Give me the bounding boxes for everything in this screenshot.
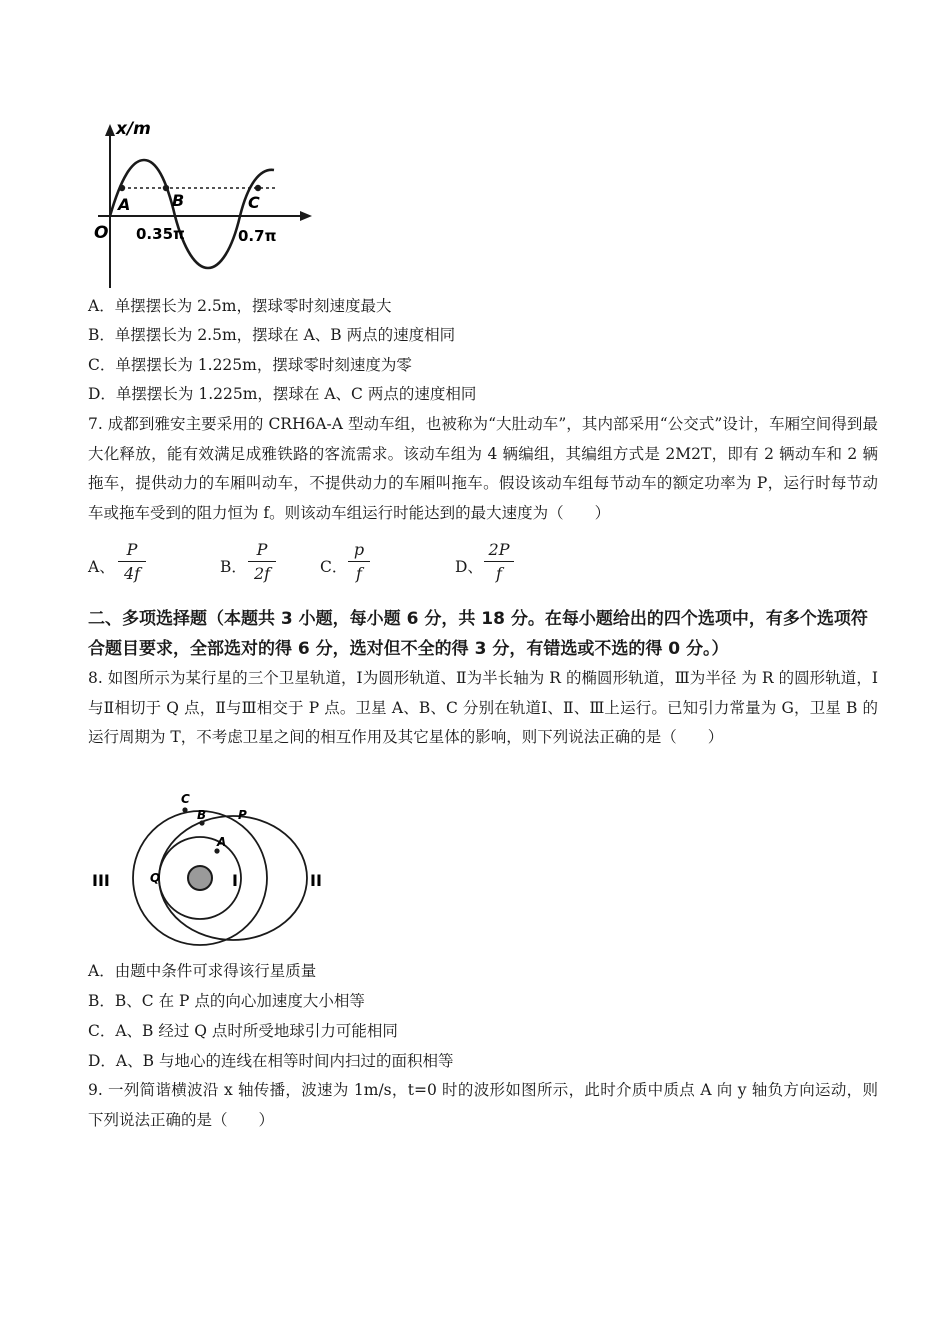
y-axis-label: x/m bbox=[116, 119, 151, 139]
q7-stem: 7. 成都到雅安主要采用的 CRH6A-A 型动车组，也被称为“大肚动车”，其内部采用“公交式”设计，车厢空间得到最大化释放，能有效满足成雅铁路的客流需求。该动车组为 4 辆编组，其编组方式是 2M2T，即有 2 辆动车和 2 辆拖车，提供动力的车厢叫动车，不提供动力的车厢叫拖车。假设该动车组每节动车的额定功率为 P，运行时每节动车或拖车受到的阻力恒为 f。则该动车组运行时能达到的最大速度为（ ） bbox=[88, 415, 878, 522]
q7-option-b-numerator: P bbox=[256, 540, 268, 559]
orbit-1-label: I bbox=[232, 871, 238, 890]
q6-option-b: B．单摆摆长为 2.5m，摆球在 A、B 两点的速度相同 bbox=[88, 326, 456, 344]
q7-option-b-denominator: 2f bbox=[253, 564, 271, 583]
point-b-label: B bbox=[172, 191, 185, 210]
sine-curve bbox=[110, 160, 277, 268]
q7-option-c-numerator: p bbox=[353, 540, 365, 559]
tick-label-2: 0.7π bbox=[238, 227, 277, 245]
oscillation-graph bbox=[88, 118, 328, 293]
orbit-3-label: III bbox=[92, 871, 110, 890]
q8-stem: 8. 如图所示为某行星的三个卫星轨道，Ⅰ为圆形轨道、Ⅱ为半长轴为 R 的椭圆形轨道，Ⅲ为半径 为 R 的圆形轨道，Ⅰ与Ⅱ相切于 Q 点，Ⅱ与Ⅲ相交于 P 点。卫星 A、B、C 分别在轨道Ⅰ、Ⅱ、Ⅲ上运行。已知引力常量为 G，卫星 B 的运行周期为 T，不考虑卫星之间的相互作用及其它星体的影响，则下列说法正确的是（ ） bbox=[88, 669, 878, 746]
q7-option-d-numerator: 2P bbox=[488, 540, 510, 559]
orbit-diagram bbox=[88, 788, 348, 953]
q7-option-b-fraction bbox=[248, 540, 276, 583]
q8-option-a: A．由题中条件可求得该行星质量 bbox=[88, 962, 317, 980]
q8-option-c: C．A、B 经过 Q 点时所受地球引力可能相同 bbox=[88, 1022, 398, 1040]
orbit-2-label: II bbox=[310, 871, 322, 890]
satellite-a-label: A bbox=[217, 835, 227, 849]
q7-option-a-numerator: P bbox=[126, 540, 138, 559]
section-2-heading: 二、多项选择题（本题共 3 小题，每小题 6 分，共 18 分。在每小题给出的四个选项中，有多个选项符合题目要求，全部选对的得 6 分，选对但不全的得 3 分，有错选或不选的得 0 分。） bbox=[88, 609, 868, 659]
y-axis-arrow-icon bbox=[105, 124, 115, 136]
q7-option-a-fraction bbox=[118, 540, 146, 583]
t-axis-arrow-icon bbox=[300, 211, 312, 221]
satellite-b-label: B bbox=[197, 808, 207, 822]
q6-option-d: D．单摆摆长为 1.225m，摆球在 A、C 两点的速度相同 bbox=[88, 385, 477, 403]
point-b-dot bbox=[163, 185, 169, 191]
q7-option-d-fraction bbox=[484, 540, 514, 583]
origin-label: O bbox=[94, 223, 109, 243]
satellite-a-dot bbox=[214, 848, 219, 853]
q9-stem: 9. 一列简谐横波沿 x 轴传播，波速为 1m/s，t=0 时的波形如图所示，此时介质中质点 A 向 y 轴负方向运动，则下列说法正确的是（ ） bbox=[88, 1081, 878, 1129]
point-p-label: P bbox=[238, 808, 247, 822]
q7-option-a-denominator: 4f bbox=[123, 564, 141, 583]
tick-label-1: 0.35π bbox=[136, 225, 185, 243]
q7-option-d-denominator: f bbox=[496, 564, 502, 583]
q6-option-a: A．单摆摆长为 2.5m，摆球零时刻速度最大 bbox=[88, 297, 392, 315]
q8-option-b: B．B、C 在 P 点的向心加速度大小相等 bbox=[88, 992, 365, 1010]
q7-option-b-label: B． bbox=[220, 558, 247, 576]
satellite-c-dot bbox=[182, 807, 187, 812]
q7-option-c-denominator: f bbox=[356, 564, 362, 583]
planet-icon bbox=[188, 866, 212, 890]
point-c-label: C bbox=[248, 193, 260, 212]
q8-option-d: D．A、B 与地心的连线在相等时间内扫过的面积相等 bbox=[88, 1052, 454, 1070]
q7-option-c-label: C． bbox=[320, 558, 348, 576]
satellite-c-label: C bbox=[181, 792, 190, 806]
point-a-dot bbox=[119, 185, 125, 191]
point-c-dot bbox=[255, 185, 261, 191]
q6-option-c: C．单摆摆长为 1.225m，摆球零时刻速度为零 bbox=[88, 356, 412, 374]
point-a-label: A bbox=[118, 195, 131, 214]
q7-option-c-fraction bbox=[348, 540, 370, 583]
point-q-label: Q bbox=[150, 871, 161, 885]
q7-option-d-label: D、 bbox=[455, 558, 483, 576]
q7-option-a-label: A、 bbox=[88, 558, 115, 576]
